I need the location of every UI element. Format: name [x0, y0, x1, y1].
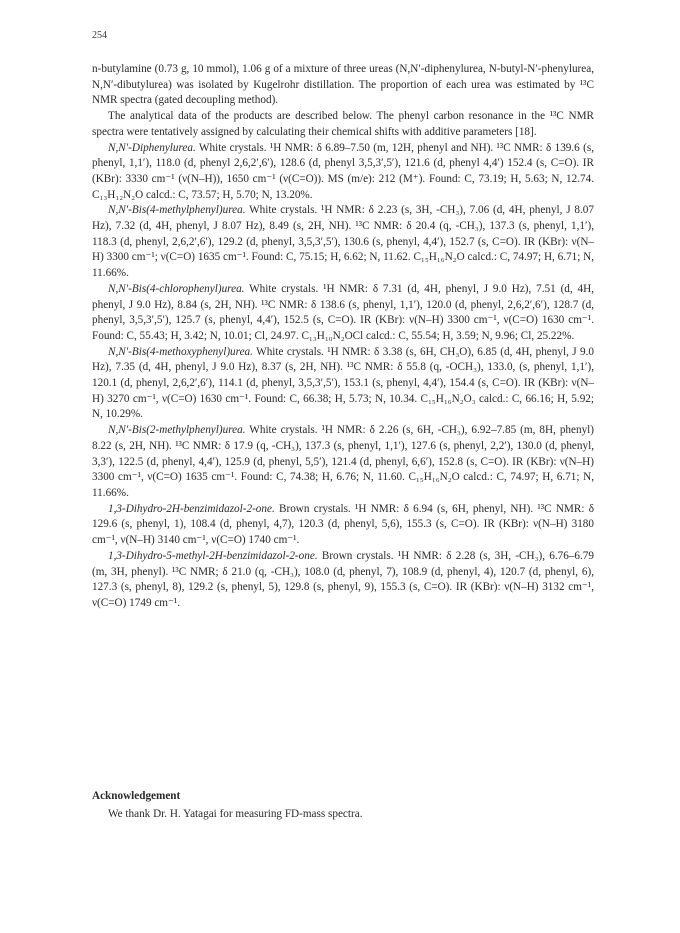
compound-name: N,N′-Bis(2-methylphenyl)urea. [108, 424, 246, 437]
compound-name: N,N′-Bis(4-chlorophenyl)urea. [108, 282, 245, 295]
entry-bis-chlorophenylurea [92, 282, 594, 345]
entry-bis-2-methylphenylurea [92, 423, 594, 502]
compound-data: White crystals. ¹H NMR: δ 2.23 (s, 3H, -CH₃), 7.06 (d, 4H, phenyl, J 8.07 Hz), 7.32 (d, 4H, phenyl, J 8.07 Hz), 8.49 (s, 2H, NH). ¹³C NMR: δ 20.4 (q, -CH₃), 137.3 (s, phenyl, 1,1′), 118.3 (d, phenyl, 2,6,2′,6′), 129.2 (d, phenyl, 3,5,3′,5′), 130.6 (s, phenyl, 4,4′), 152.7 (s, C=O). IR (KBr): ν(N–H) 3300 cm⁻¹; ν(C=O) 1635 cm⁻¹. Found: C, 75.15; H, 6.62; N, 11.62. C₁₅H₁₆N₂O calcd.: C, 74.97; H, 6.71; N, 11.66%. [92, 204, 594, 280]
compound-name: N,N′-Bis(4-methoxyphenyl)urea. [108, 345, 253, 358]
page-number: 254 [92, 30, 107, 41]
paragraph-isolation [92, 62, 594, 109]
paragraph-text: n-butylamine (0.73 g, 10 mmol), 1.06 g of a mixture of three ureas (N,N′-diphenylurea, N-butyl-N′-phenylurea, N,N′-dibutylurea) was isolated by Kugelrohr distillation. The proportion of each urea was estimated by ¹³C NMR spectra (gated decoupling method). [92, 63, 594, 107]
compound-name: 1,3-Dihydro-2H-benzimidazol-2-one. [108, 502, 275, 515]
acknowledgement-text: We thank Dr. H. Yatagai for measuring FD-mass spectra. [108, 808, 363, 820]
compound-data: Brown crystals. ¹H NMR: δ 2.28 (s, 3H, -CH₃), 6.76–6.79 (m, 3H, phenyl). ¹³C NMR; δ 21.0 (q, -CH₃), 108.0 (d, phenyl, 7), 108.9 (d, phenyl, 4), 120.7 (d, phenyl, 6), 127.3 (s, phenyl, 8), 129.2 (s, phenyl, 5), 129.8 (s, phenyl, 9), 155.3 (s, C=O). IR (KBr): ν(N–H) 3132 cm⁻¹, ν(C=O) 1749 cm⁻¹. [92, 549, 594, 609]
compound-data: White crystals. ¹H NMR: δ 3.38 (s, 6H, CH₃O), 6.85 (d, 4H, phenyl, J 9.0 Hz), 7.35 (d, 4H, phenyl, J 9.0 Hz), 8.37 (s, 2H, NH). ¹³C NMR: δ 55.8 (q, -OCH₃), 133.0, (s, phenyl, 1,1′), 120.1 (d, phenyl, 2,6,2′,6′), 114.1 (d, phenyl, 3,5,3′,5′), 153.1 (s, phenyl, 4,4′), 154.4 (s, C=O). IR (KBr): ν(N–H) 3270 cm⁻¹, ν(C=O) 1630 cm⁻¹. Found: C, 66.38; H, 5.73; N, 10.34. C₁₅H₁₆N₂O₃ calcd.: C, 66.16; H, 5.92; N, 10.29%. [92, 345, 594, 421]
compound-data: White crystals. ¹H NMR: δ 7.31 (d, 4H, phenyl, J 9.0 Hz), 7.51 (d, 4H, phenyl, J 9.0 Hz), 8.84 (s, 2H, NH). ¹³C NMR: δ 138.6 (s, phenyl, 1,1′), 120.0 (d, phenyl, 2,6,2′,6′), 128.7 (d, phenyl, 3,5,3′,5′), 125.7 (s, phenyl, 4,4′), 152.5 (s, C=O). IR (KBr): ν(N–H) 3300 cm⁻¹, ν(C=O) 1630 cm⁻¹. Found: C, 55.43; H, 3.42; N, 10.01; Cl, 24.97. C₁₃H₁₀N₂OCl calcd.: C, 55.54; H, 3.59; N, 9.96; Cl, 25.22%. [92, 282, 594, 342]
experimental-section [92, 62, 594, 612]
acknowledgement-heading: Acknowledgement [92, 790, 181, 802]
entry-bis-methoxyphenylurea [92, 345, 594, 424]
paragraph-analytical-intro [92, 109, 594, 140]
compound-data: White crystals. ¹H NMR: δ 6.89–7.50 (m, 12H, phenyl and NH). ¹³C NMR: δ 139.6 (s, phenyl, 1,1′), 118.0 (d, phenyl 2,6,2′,6′), 128.6 (d, phenyl 3,5,3′,5′), 121.6 (d, phenyl 4,4′) 152.4 (s, C=O). IR (KBr): 3330 cm⁻¹ (ν(N–H)), 1650 cm⁻¹ (ν(C=O)). MS (m/e): 212 (M⁺). Found: C, 73.19; H, 5.63; N, 12.74. C₁₃H₁₂N₂O calcd.: C, 73.57; H, 5.70; N, 13.20%. [92, 141, 594, 201]
entry-bis-methylphenylurea [92, 203, 594, 282]
entry-methyl-benzimidazolone [92, 549, 594, 612]
compound-data: Brown crystals. ¹H NMR: δ 6.94 (s, 6H, phenyl, NH). ¹³C NMR: δ 129.6 (s, phenyl, 1), 108.4 (d, phenyl, 4,7), 120.3 (d, phenyl, 5,6), 155.3 (s, C=O). IR (KBr): ν(N–H) 3180 cm⁻¹, ν(N–H) 3140 cm⁻¹, ν(C=O) 1740 cm⁻¹. [92, 502, 594, 547]
compound-name: 1,3-Dihydro-5-methyl-2H-benzimidazol-2-one. [108, 549, 318, 562]
entry-benzimidazolone [92, 502, 594, 549]
entry-diphenylurea [92, 141, 594, 204]
compound-data: White crystals. ¹H NMR: δ 2.26 (s, 6H, -CH₃), 6.92–7.85 (m, 8H, phenyl) 8.22 (s, 2H, NH). ¹³C NMR: δ 17.9 (q, -CH₃), 137.3 (s, phenyl, 1,1′), 127.6 (s, phenyl, 2,2′), 130.0 (d, phenyl, 3,3′), 122.5 (d, phenyl, 4,4′), 125.9 (d, phenyl, 5,5′), 121.4 (d, phenyl, 6,6′), 152.8 (s, C=O). IR (KBr): ν(N–H) 3300 cm⁻¹, ν(C=O) 1635 cm⁻¹. Found: C, 74.38; H, 6.76; N, 11.60. C₁₅H₁₆N₂O calcd.: C, 74.97; H, 6.71; N, 11.66%. [92, 424, 594, 499]
compound-name: N,N′-Bis(4-methylphenyl)urea. [108, 204, 246, 217]
compound-name: N,N′-Diphenylurea. [108, 141, 196, 154]
paragraph-text: The analytical data of the products are described below. The phenyl carbon resonance in the ¹³C NMR spectra were tentatively assigned by calculating their chemical shifts with additive parameters [18]. [92, 110, 594, 138]
